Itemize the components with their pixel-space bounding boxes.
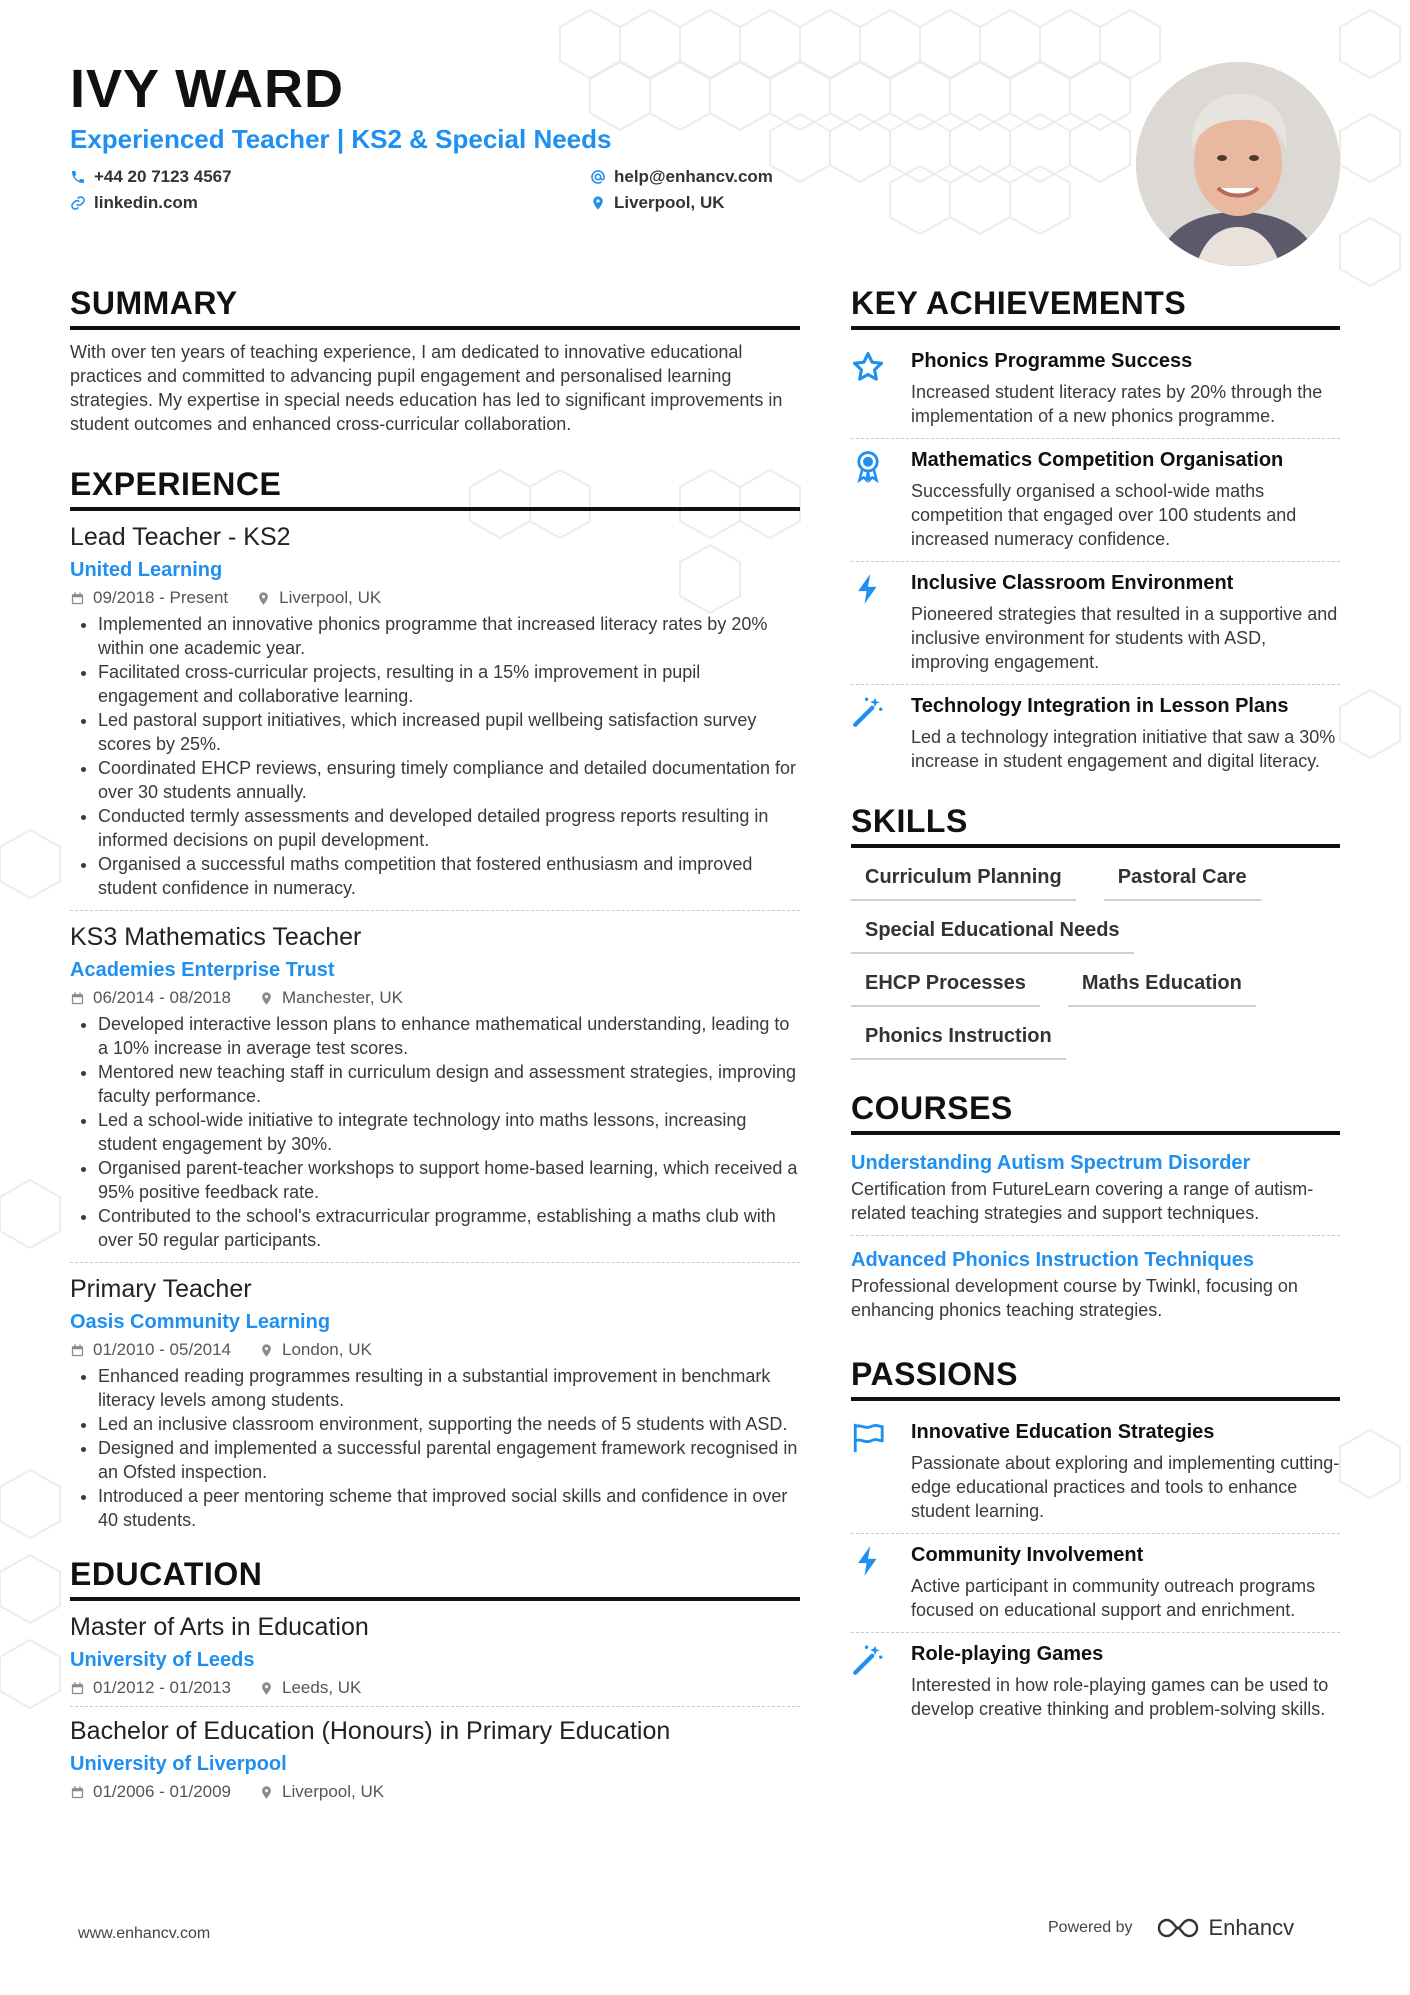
job-meta bbox=[70, 988, 800, 1008]
linkedin-text: linkedin.com bbox=[94, 193, 198, 212]
at-sign-icon bbox=[590, 169, 606, 185]
skill-tag: EHCP Processes bbox=[851, 964, 1040, 1007]
bullet-item: • Introduced a peer mentoring scheme that improved social skills and confidence in over 40 students. bbox=[98, 1484, 800, 1532]
contact-info bbox=[70, 167, 830, 213]
job-entry bbox=[70, 521, 800, 911]
job-bullets bbox=[70, 612, 800, 900]
passion-title: Innovative Education Strategies bbox=[911, 1421, 1215, 1443]
passion-item bbox=[851, 1633, 1340, 1731]
courses-heading: COURSES bbox=[851, 1090, 1340, 1135]
achievement-item bbox=[851, 685, 1340, 783]
achievement-desc: Led a technology integration initiative that saw a 30% increase in student engagement and digital literacy. bbox=[911, 727, 1336, 771]
calendar-icon bbox=[70, 591, 85, 606]
experience-section bbox=[70, 466, 800, 1542]
footer-website[interactable]: www.enhancv.com bbox=[78, 1925, 211, 1942]
experience-heading: EXPERIENCE bbox=[70, 466, 800, 511]
passion-item bbox=[851, 1534, 1340, 1633]
education-meta bbox=[70, 1782, 800, 1802]
achievement-title: Inclusive Classroom Environment bbox=[911, 572, 1234, 594]
degree-title: Bachelor of Education (Honours) in Primary Education bbox=[70, 1717, 671, 1745]
magic-wand-icon bbox=[851, 1643, 885, 1677]
skill-tag: Pastoral Care bbox=[1104, 858, 1261, 901]
job-location: Liverpool, UK bbox=[279, 588, 382, 607]
course-desc: Certification from FutureLearn covering a range of autism-related teaching strategies and support techniques. bbox=[851, 1179, 1314, 1223]
skills-list bbox=[851, 858, 1340, 1060]
achievement-item bbox=[851, 340, 1340, 439]
candidate-title: Experienced Teacher | KS2 & Special Needs bbox=[70, 124, 612, 154]
achievements-section bbox=[851, 285, 1340, 783]
job-entry bbox=[70, 1273, 800, 1542]
bullet-item: • Conducted termly assessments and developed detailed progress reports resulting in informed decisions on pupil development. bbox=[98, 804, 800, 852]
location-contact bbox=[590, 193, 830, 213]
school-name: University of Leeds bbox=[70, 1649, 255, 1671]
link-icon bbox=[70, 195, 86, 211]
bullet-item: • Led a school-wide initiative to integrate technology into maths lessons, increasing student engagement by 30%. bbox=[98, 1108, 800, 1156]
email-text: help@enhancv.com bbox=[614, 167, 773, 186]
phone-text: +44 20 7123 4567 bbox=[94, 167, 232, 186]
bullet-item: • Mentored new teaching staff in curriculum design and assessment strategies, improving faculty performance. bbox=[98, 1060, 800, 1108]
skills-section bbox=[851, 803, 1340, 1060]
job-dates: 09/2018 - Present bbox=[93, 588, 229, 607]
passion-item bbox=[851, 1411, 1340, 1534]
skill-tag: Maths Education bbox=[1068, 964, 1256, 1007]
calendar-icon bbox=[70, 1681, 85, 1696]
achievement-desc: Successfully organised a school-wide maths competition that engaged over 100 students and increased numeracy confidence. bbox=[911, 481, 1297, 549]
flag-icon bbox=[851, 1421, 885, 1455]
passion-desc: Active participant in community outreach programs focused on educational support and enrichment. bbox=[911, 1576, 1316, 1620]
job-bullets bbox=[70, 1364, 800, 1532]
avatar bbox=[1136, 62, 1340, 266]
candidate-name: IVY WARD bbox=[70, 59, 345, 119]
passions-section bbox=[851, 1356, 1340, 1731]
bullet-item: • Organised parent-teacher workshops to support home-based learning, which received a 95% positive feedback rate. bbox=[98, 1156, 800, 1204]
summary-section bbox=[70, 285, 800, 436]
education-dates: 01/2012 - 01/2013 bbox=[93, 1678, 232, 1697]
course-title: Understanding Autism Spectrum Disorder bbox=[851, 1152, 1251, 1174]
skill-tag: Special Educational Needs bbox=[851, 911, 1134, 954]
location-pin-icon bbox=[259, 991, 274, 1006]
skill-tag: Curriculum Planning bbox=[851, 858, 1076, 901]
degree-title: Master of Arts in Education bbox=[70, 1613, 369, 1641]
lightning-icon bbox=[851, 1544, 885, 1578]
location-text: Liverpool, UK bbox=[614, 193, 725, 212]
achievement-desc: Increased student literacy rates by 20% through the implementation of a new phonics programme. bbox=[911, 382, 1323, 426]
enhancv-logo-icon bbox=[1155, 1915, 1201, 1941]
brand-logo[interactable] bbox=[1155, 1915, 1295, 1941]
achievement-desc: Pioneered strategies that resulted in a supportive and inclusive environment for students with ASD, improving engagement. bbox=[911, 604, 1338, 672]
location-pin-icon bbox=[259, 1681, 274, 1696]
achievement-item bbox=[851, 439, 1340, 562]
passion-title: Community Involvement bbox=[911, 1544, 1144, 1566]
location-pin-icon bbox=[590, 195, 606, 211]
summary-heading: SUMMARY bbox=[70, 285, 800, 330]
education-heading: EDUCATION bbox=[70, 1556, 800, 1601]
powered-by bbox=[1048, 1915, 1294, 1941]
job-location: Manchester, UK bbox=[282, 988, 403, 1007]
bullet-item: • Organised a successful maths competition that fostered enthusiasm and improved student confidence in numeracy. bbox=[98, 852, 800, 900]
achievement-title: Mathematics Competition Organisation bbox=[911, 449, 1284, 471]
powered-by-label: Powered by bbox=[1048, 1919, 1133, 1936]
email-contact[interactable] bbox=[590, 167, 830, 187]
bullet-item: • Developed interactive lesson plans to enhance mathematical understanding, leading to a 10% increase in average test scores. bbox=[98, 1012, 800, 1060]
job-bullets bbox=[70, 1012, 800, 1252]
magic-wand-icon bbox=[851, 695, 885, 729]
lightning-icon bbox=[851, 572, 885, 606]
education-section bbox=[70, 1556, 800, 1810]
achievement-title: Technology Integration in Lesson Plans bbox=[911, 695, 1289, 717]
company-name: United Learning bbox=[70, 559, 223, 581]
calendar-icon bbox=[70, 1343, 85, 1358]
education-location: Leeds, UK bbox=[282, 1678, 362, 1697]
course-item bbox=[851, 1145, 1340, 1236]
brand-name: Enhancv bbox=[1208, 1915, 1295, 1940]
course-item bbox=[851, 1242, 1340, 1332]
calendar-icon bbox=[70, 1785, 85, 1800]
education-entry bbox=[70, 1715, 800, 1810]
skill-tag: Phonics Instruction bbox=[851, 1017, 1066, 1060]
courses-section bbox=[851, 1090, 1340, 1332]
award-ribbon-icon bbox=[851, 449, 885, 483]
left-column bbox=[70, 285, 800, 1818]
job-title: KS3 Mathematics Teacher bbox=[70, 923, 362, 951]
resume-header bbox=[70, 58, 830, 213]
location-pin-icon bbox=[259, 1343, 274, 1358]
right-column bbox=[851, 285, 1340, 1731]
bullet-item: • Enhanced reading programmes resulting in a substantial improvement in benchmark literacy levels among students. bbox=[98, 1364, 800, 1412]
education-meta bbox=[70, 1678, 800, 1698]
school-name: University of Liverpool bbox=[70, 1753, 287, 1775]
passions-heading: PASSIONS bbox=[851, 1356, 1340, 1401]
education-entry bbox=[70, 1611, 800, 1707]
job-entry bbox=[70, 921, 800, 1263]
job-dates: 06/2014 - 08/2018 bbox=[93, 988, 232, 1007]
course-desc: Professional development course by Twinkl, focusing on enhancing phonics teaching strategies. bbox=[851, 1276, 1298, 1320]
bullet-item: • Designed and implemented a successful parental engagement framework recognised in an Ofsted inspection. bbox=[98, 1436, 800, 1484]
location-pin-icon bbox=[256, 591, 271, 606]
bullet-item: • Led an inclusive classroom environment, supporting the needs of 5 students with ASD. bbox=[98, 1412, 800, 1436]
linkedin-contact[interactable] bbox=[70, 193, 590, 213]
bullet-item: • Facilitated cross-curricular projects, resulting in a 15% improvement in pupil engagement and collaborative learning. bbox=[98, 660, 800, 708]
education-dates: 01/2006 - 01/2009 bbox=[93, 1782, 232, 1801]
job-meta bbox=[70, 588, 800, 608]
skills-heading: SKILLS bbox=[851, 803, 1340, 848]
passion-title: Role-playing Games bbox=[911, 1643, 1104, 1665]
passion-desc: Interested in how role-playing games can be used to develop creative thinking and problem-solving skills. bbox=[911, 1675, 1329, 1719]
job-dates: 01/2010 - 05/2014 bbox=[93, 1340, 232, 1359]
achievement-title: Phonics Programme Success bbox=[911, 350, 1193, 372]
bullet-item: • Implemented an innovative phonics programme that increased literacy rates by 20% within one academic year. bbox=[98, 612, 800, 660]
calendar-icon bbox=[70, 991, 85, 1006]
phone-contact[interactable] bbox=[70, 167, 590, 187]
course-title: Advanced Phonics Instruction Techniques bbox=[851, 1249, 1255, 1271]
job-location: London, UK bbox=[282, 1340, 372, 1359]
profile-photo bbox=[1136, 62, 1340, 266]
summary-text: With over ten years of teaching experience, I am dedicated to innovative educational practices and committed to advancing pupil engagement and personalised learning strategies. My expertise in special needs education has led to significant improvements in student outcomes and enhanced cross-curricular collaboration. bbox=[70, 342, 783, 434]
job-meta bbox=[70, 1340, 800, 1360]
company-name: Academies Enterprise Trust bbox=[70, 959, 335, 981]
star-icon bbox=[851, 350, 885, 384]
passion-desc: Passionate about exploring and implementing cutting-edge educational practices and tools to enhance student learning. bbox=[911, 1453, 1340, 1521]
job-title: Primary Teacher bbox=[70, 1275, 252, 1303]
job-title: Lead Teacher - KS2 bbox=[70, 523, 291, 551]
bullet-item: • Coordinated EHCP reviews, ensuring timely compliance and detailed documentation for over 30 students annually. bbox=[98, 756, 800, 804]
location-pin-icon bbox=[259, 1785, 274, 1800]
bullet-item: • Led pastoral support initiatives, which increased pupil wellbeing satisfaction survey scores by 25%. bbox=[98, 708, 800, 756]
achievement-item bbox=[851, 562, 1340, 685]
achievements-heading: KEY ACHIEVEMENTS bbox=[851, 285, 1340, 330]
company-name: Oasis Community Learning bbox=[70, 1311, 331, 1333]
education-location: Liverpool, UK bbox=[282, 1782, 385, 1801]
bullet-item: • Contributed to the school's extracurricular programme, establishing a maths club with over 50 regular participants. bbox=[98, 1204, 800, 1252]
phone-icon bbox=[70, 169, 86, 185]
